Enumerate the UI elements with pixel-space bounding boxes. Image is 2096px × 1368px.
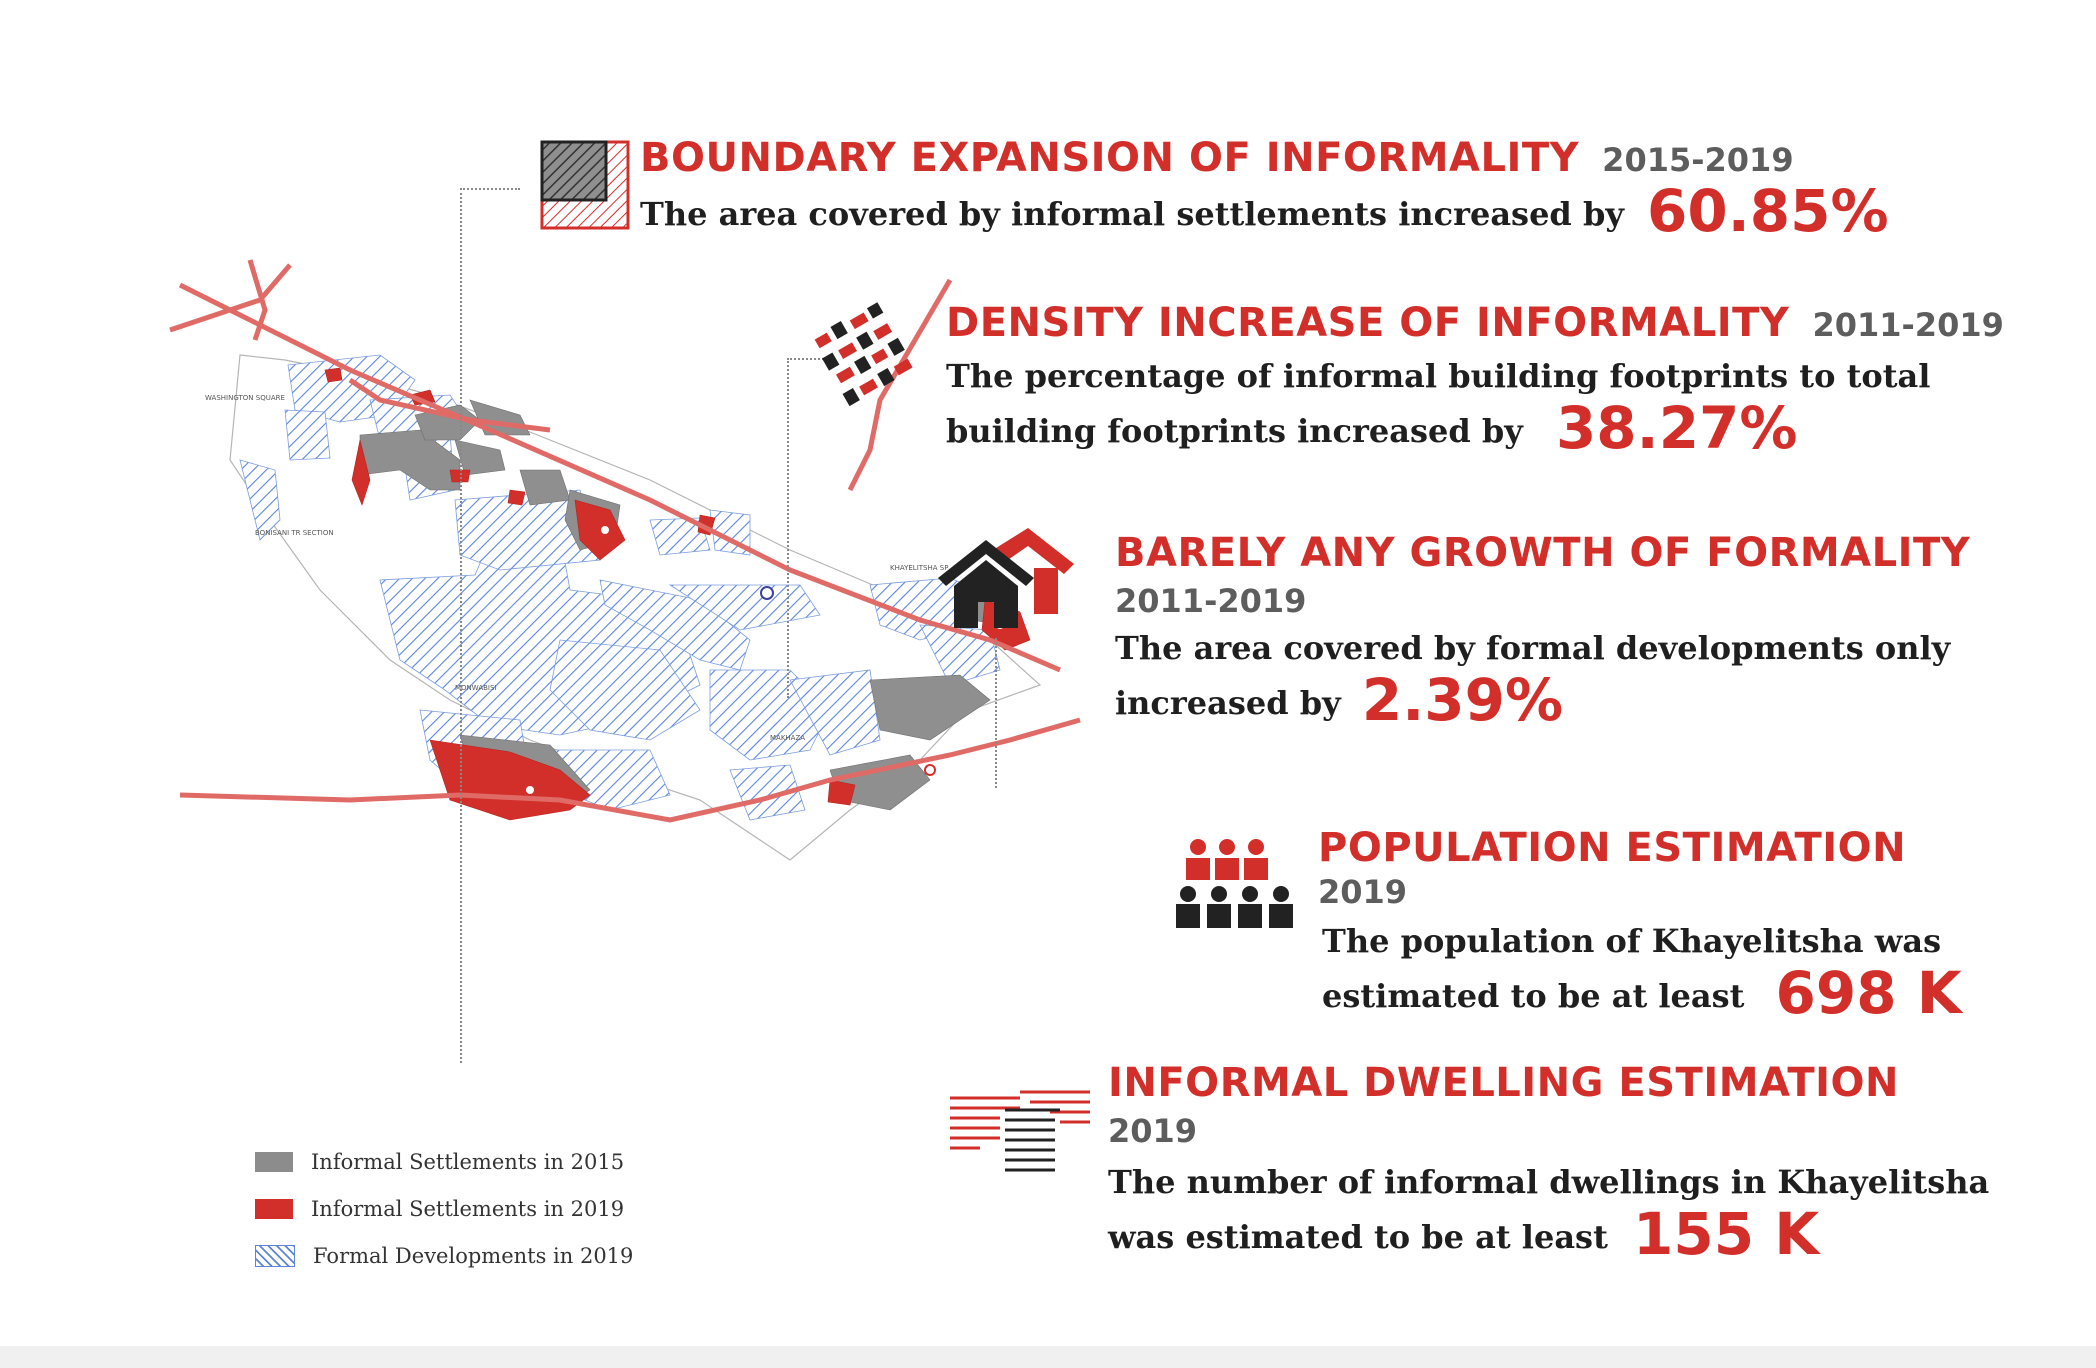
density-desc-1: The percentage of informal building footprints to total: [946, 357, 1931, 395]
bottom-bar: [0, 1346, 2096, 1368]
leader-formality-v: [995, 638, 997, 788]
formality-period: 2011-2019: [1115, 582, 1307, 620]
stat-dwelling: [1108, 1060, 1990, 1268]
legend-swatch-red: [255, 1199, 293, 1219]
population-desc-1: The population of Khayelitsha was: [1322, 922, 1942, 960]
legend-swatch-blue-hatch: [255, 1245, 295, 1267]
population-title: POPULATION ESTIMATION: [1318, 825, 1907, 871]
boundary-expansion-icon: [540, 140, 630, 230]
population-icon: [1175, 836, 1305, 932]
informal-dwelling-icon: [950, 1082, 1100, 1172]
stat-boundary: [640, 135, 1889, 245]
density-increase-icon: [825, 308, 920, 403]
dwelling-period: 2019: [1108, 1112, 1198, 1150]
stat-population: [1318, 825, 1962, 1027]
khayelitsha-map: [205, 340, 1260, 1120]
density-desc-2: building footprints increased by: [946, 412, 1523, 450]
leader-density-h: [787, 358, 827, 360]
density-title: DENSITY INCREASE OF INFORMALITY: [946, 300, 1790, 346]
map-label-khayelitsha-sp: KHAYELITSHA SP: [890, 564, 949, 572]
leader-boundary-v: [460, 188, 462, 1063]
legend-label: Informal Settlements in 2015: [311, 1150, 625, 1174]
leader-density-v: [787, 358, 789, 698]
legend-label: Informal Settlements in 2019: [311, 1197, 625, 1221]
boundary-title: BOUNDARY EXPANSION OF INFORMALITY: [640, 135, 1580, 181]
formal-developments: [240, 355, 1000, 820]
map-label-makhaza: MAKHAZA: [770, 734, 806, 742]
dwelling-title: INFORMAL DWELLING ESTIMATION: [1108, 1060, 1900, 1106]
legend-item-formal-2019: [255, 1244, 633, 1268]
population-value: 698 K: [1775, 959, 1962, 1027]
density-period: 2011-2019: [1812, 306, 2004, 344]
stat-formality: [1115, 530, 1971, 734]
formality-title: BARELY ANY GROWTH OF FORMALITY: [1115, 530, 1971, 576]
map-label-bonisani: BONISANI TR SECTION: [255, 529, 334, 537]
map-label-monwabisi: MONWABISI: [455, 684, 497, 692]
legend-item-informal-2015: [255, 1150, 624, 1174]
stat-density: [946, 300, 2004, 462]
formality-desc-1: The area covered by formal developments only: [1115, 629, 1951, 667]
dwelling-value: 155 K: [1632, 1200, 1820, 1268]
density-value: 38.27%: [1555, 394, 1798, 462]
population-period: 2019: [1318, 873, 1408, 911]
legend-swatch-grey: [255, 1152, 293, 1172]
leader-boundary-h: [460, 188, 520, 190]
boundary-period: 2015-2019: [1602, 141, 1794, 179]
formality-value: 2.39%: [1361, 666, 1564, 734]
boundary-desc: The area covered by informal settlements increased by: [640, 195, 1624, 233]
dwelling-desc-1: The number of informal dwellings in Khayelitsha: [1108, 1163, 1990, 1201]
map-label-washington: WASHINGTON SQUARE: [205, 394, 285, 402]
legend-item-informal-2019: [255, 1197, 624, 1221]
boundary-value: 60.85%: [1647, 177, 1889, 245]
house-icon: [938, 528, 1074, 634]
formality-desc-2: increased by: [1115, 684, 1341, 722]
population-desc-2: estimated to be at least: [1322, 977, 1745, 1015]
dwelling-desc-2: was estimated to be at least: [1108, 1218, 1608, 1256]
legend-label: Formal Developments in 2019: [313, 1244, 634, 1268]
